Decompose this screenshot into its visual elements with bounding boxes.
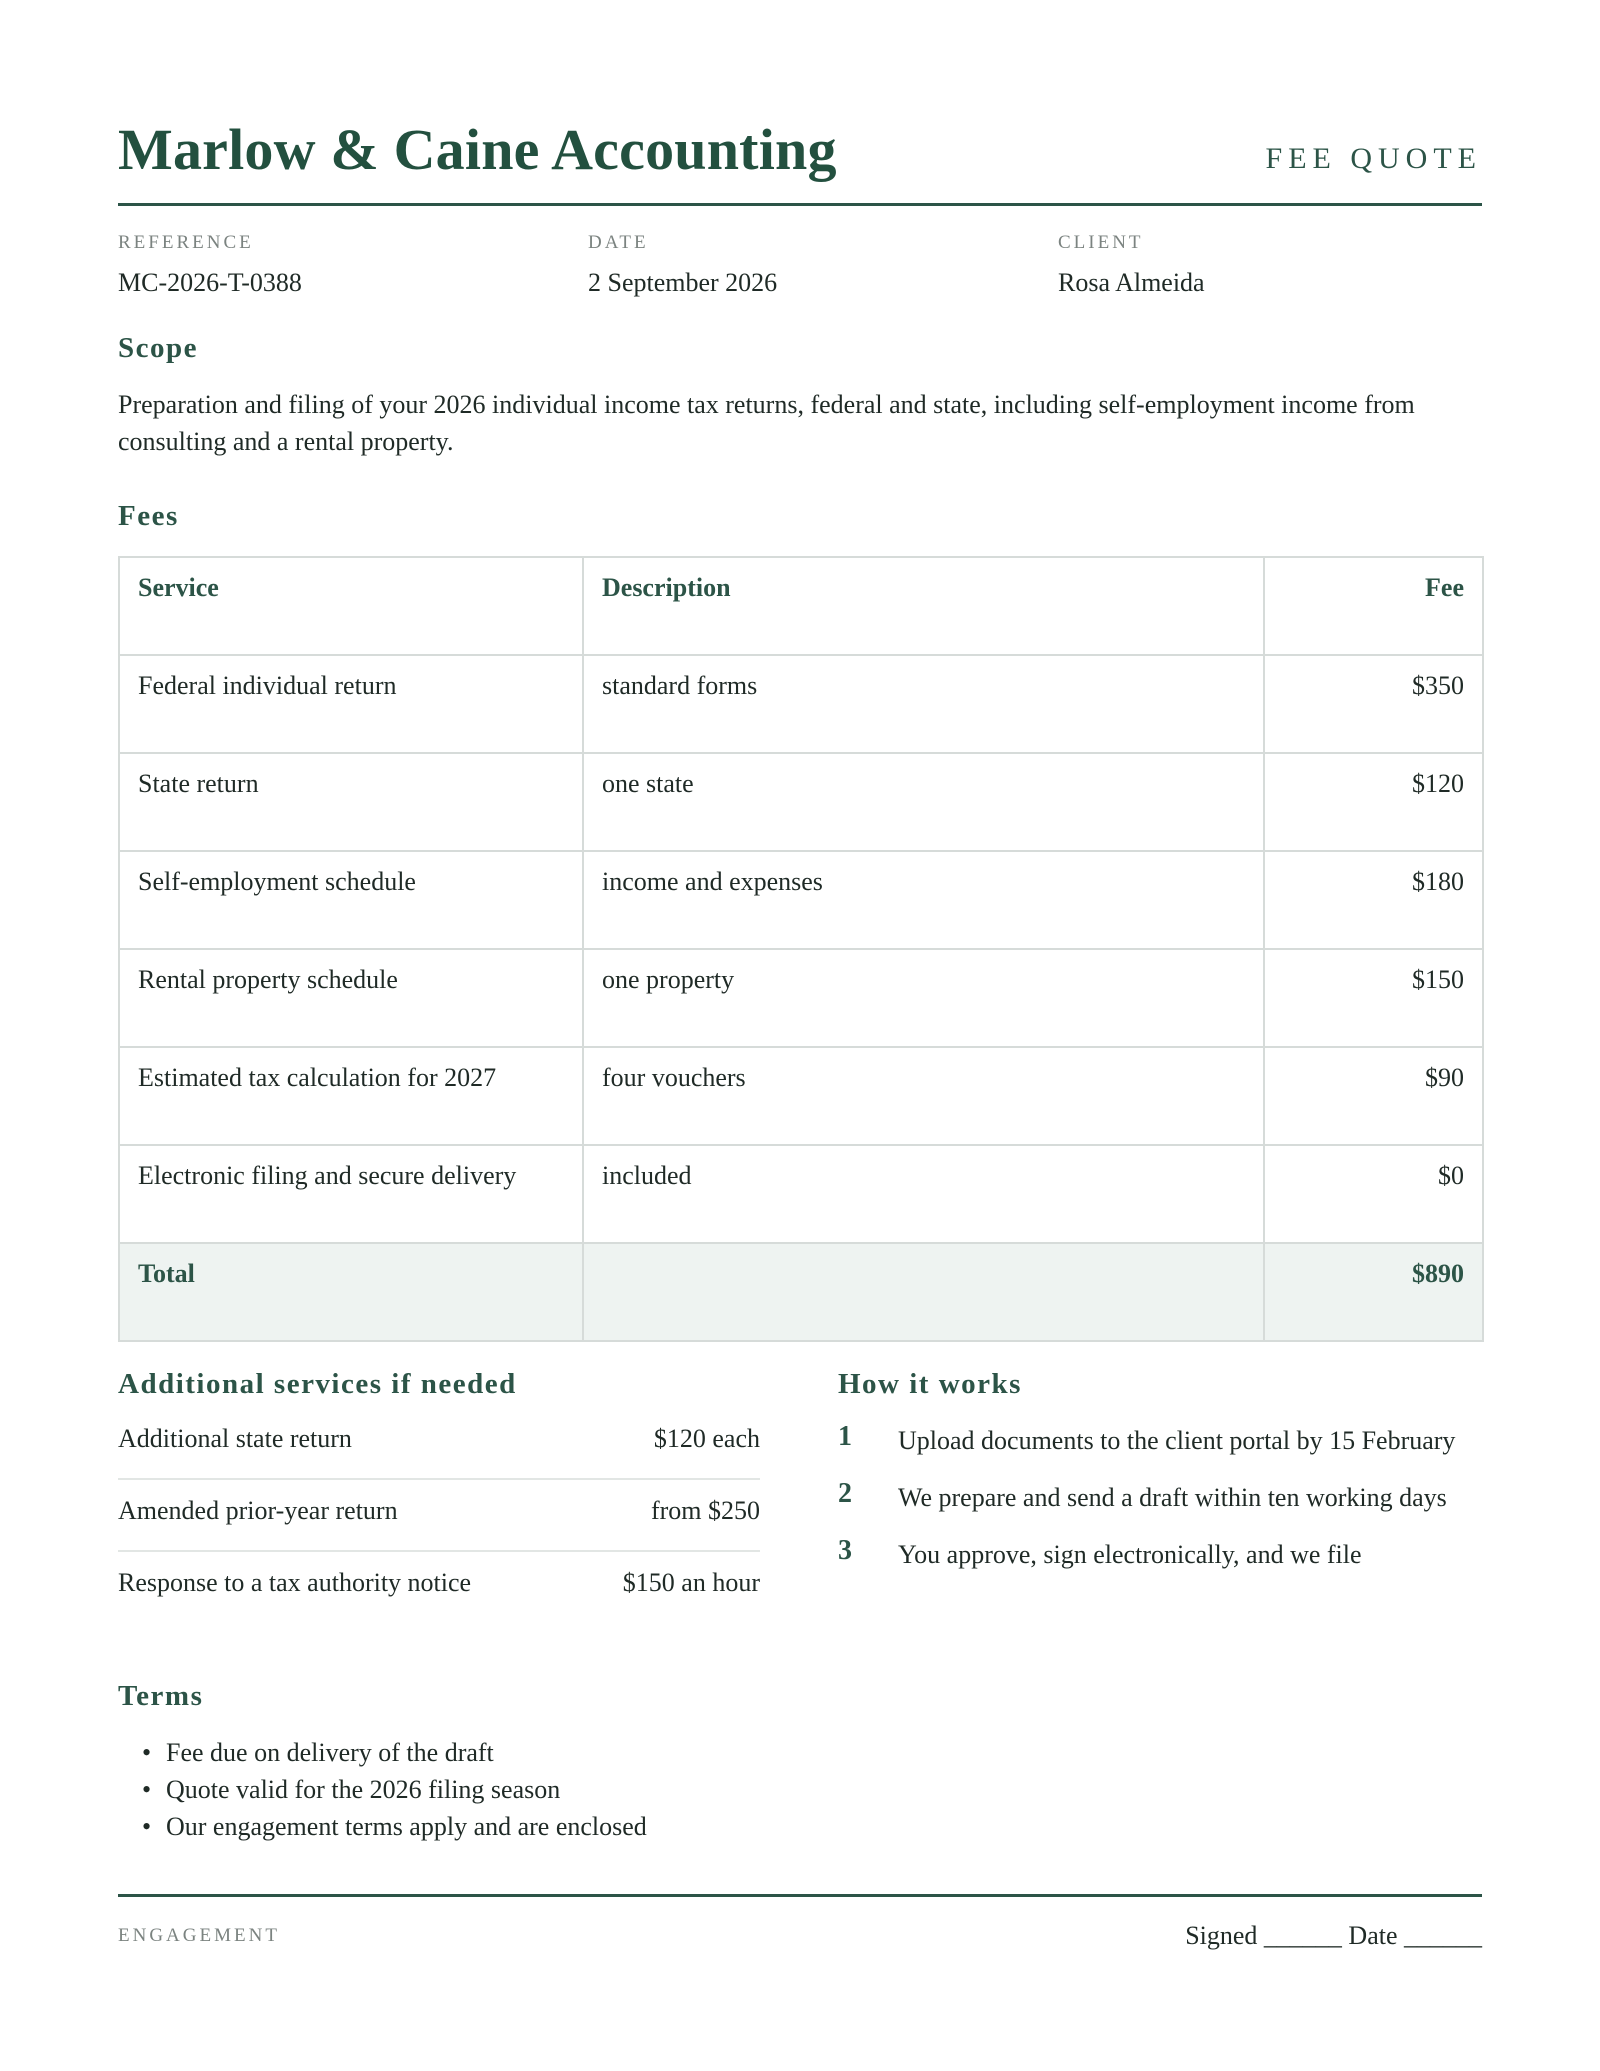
meta-date bbox=[588, 232, 1028, 298]
step-text: You approve, sign electronically, and we file bbox=[898, 1540, 1362, 1569]
term-text: Our engagement terms apply and are enclosed bbox=[166, 1812, 647, 1841]
step-text: We prepare and send a draft within ten working days bbox=[898, 1483, 1447, 1512]
additional-service-price: $150 an hour bbox=[622, 1568, 760, 1597]
term-text: Fee due on delivery of the draft bbox=[166, 1738, 494, 1767]
reference-label: REFERENCE bbox=[118, 232, 254, 253]
total-label: Total bbox=[119, 1243, 583, 1341]
quote-meta bbox=[118, 232, 1482, 302]
reference-value: MC-2026-T-0388 bbox=[118, 268, 302, 297]
column-header-service: Service bbox=[119, 557, 583, 655]
step-number: 1 bbox=[838, 1421, 852, 1452]
bullet-icon: • bbox=[142, 1775, 152, 1804]
list-item bbox=[142, 1771, 942, 1808]
footer-label: ENGAGEMENT bbox=[118, 1925, 280, 1946]
total-value: $890 bbox=[1264, 1243, 1483, 1341]
client-label: CLIENT bbox=[1058, 232, 1144, 253]
additional-service-name: Response to a tax authority notice bbox=[118, 1568, 472, 1597]
additional-service-name: Additional state return bbox=[118, 1424, 352, 1453]
step-number: 2 bbox=[838, 1478, 852, 1509]
step-item bbox=[838, 1479, 1482, 1516]
how-it-works-steps bbox=[838, 1422, 1482, 1593]
service-cell: Electronic filing and secure delivery bbox=[119, 1145, 583, 1243]
bullet-icon: • bbox=[142, 1812, 152, 1841]
total-empty-cell bbox=[583, 1243, 1264, 1341]
list-item bbox=[118, 1480, 760, 1552]
service-cell: Estimated tax calculation for 2027 bbox=[119, 1047, 583, 1145]
scope-heading: Scope bbox=[118, 332, 198, 364]
firm-name: Marlow & Caine Accounting bbox=[118, 117, 837, 182]
description-cell: included bbox=[583, 1145, 1264, 1243]
date-value: 2 September 2026 bbox=[588, 268, 778, 297]
table-row bbox=[119, 753, 1483, 851]
fee-cell: $150 bbox=[1264, 949, 1483, 1047]
terms-list bbox=[142, 1734, 942, 1845]
step-number: 3 bbox=[838, 1535, 852, 1566]
fees-header-row bbox=[119, 557, 1483, 655]
column-header-description: Description bbox=[583, 557, 1264, 655]
date-label: DATE bbox=[588, 232, 649, 253]
table-row bbox=[119, 1047, 1483, 1145]
description-cell: standard forms bbox=[583, 655, 1264, 753]
additional-services-list bbox=[118, 1408, 760, 1624]
list-item bbox=[118, 1408, 760, 1480]
client-value: Rosa Almeida bbox=[1058, 268, 1205, 297]
meta-client bbox=[1058, 232, 1498, 298]
additional-service-price: $120 each bbox=[653, 1424, 760, 1453]
table-row bbox=[119, 851, 1483, 949]
table-row bbox=[119, 949, 1483, 1047]
document-header bbox=[118, 112, 1482, 206]
service-cell: Rental property schedule bbox=[119, 949, 583, 1047]
additional-services-heading: Additional services if needed bbox=[118, 1368, 517, 1400]
column-header-fee: Fee bbox=[1264, 557, 1483, 655]
terms-heading: Terms bbox=[118, 1680, 204, 1712]
additional-service-name: Amended prior-year return bbox=[118, 1496, 398, 1525]
service-cell: Self-employment schedule bbox=[119, 851, 583, 949]
step-item bbox=[838, 1422, 1482, 1459]
list-item bbox=[118, 1552, 760, 1624]
fee-cell: $90 bbox=[1264, 1047, 1483, 1145]
fee-cell: $350 bbox=[1264, 655, 1483, 753]
step-text: Upload documents to the client portal by 15 February bbox=[898, 1426, 1456, 1455]
description-cell: four vouchers bbox=[583, 1047, 1264, 1145]
fee-cell: $0 bbox=[1264, 1145, 1483, 1243]
fee-cell: $180 bbox=[1264, 851, 1483, 949]
step-item bbox=[838, 1536, 1482, 1573]
document-type: FEE QUOTE bbox=[1265, 142, 1482, 175]
additional-service-price: from $250 bbox=[650, 1496, 760, 1525]
meta-reference bbox=[118, 232, 558, 298]
table-row bbox=[119, 655, 1483, 753]
signature-line: Signed ______ Date ______ bbox=[1185, 1921, 1482, 1950]
bullet-icon: • bbox=[142, 1738, 152, 1767]
description-cell: one property bbox=[583, 949, 1264, 1047]
fee-cell: $120 bbox=[1264, 753, 1483, 851]
table-row bbox=[119, 1145, 1483, 1243]
how-it-works-heading: How it works bbox=[838, 1368, 1022, 1400]
description-cell: income and expenses bbox=[583, 851, 1264, 949]
scope-text: Preparation and filing of your 2026 individual income tax returns, federal and state, including self-employment income from consulting and a rental property. bbox=[118, 390, 1415, 456]
service-cell: Federal individual return bbox=[119, 655, 583, 753]
footer bbox=[118, 1894, 1482, 1954]
total-row bbox=[119, 1243, 1483, 1341]
term-text: Quote valid for the 2026 filing season bbox=[166, 1775, 561, 1804]
description-cell: one state bbox=[583, 753, 1264, 851]
list-item bbox=[142, 1734, 942, 1771]
fees-table bbox=[118, 556, 1484, 1342]
service-cell: State return bbox=[119, 753, 583, 851]
list-item bbox=[142, 1808, 942, 1845]
fees-heading: Fees bbox=[118, 500, 179, 532]
